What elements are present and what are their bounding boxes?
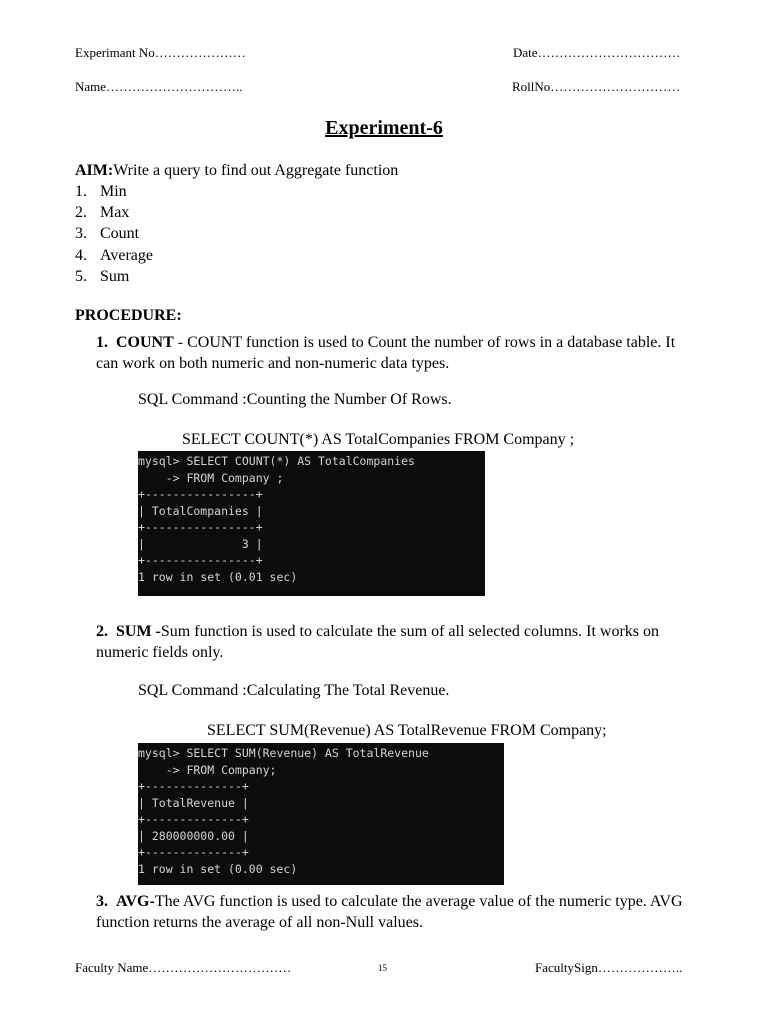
console-line: mysql> SELECT SUM(Revenue) AS TotalRevenue <box>138 746 429 760</box>
avg-number: 3. <box>96 893 108 910</box>
console-line: 1 row in set (0.01 sec) <box>138 569 298 584</box>
console-line: -> FROM Company; <box>138 762 277 777</box>
console-line: +----------------+ <box>138 487 263 501</box>
faculty-name-field: Faculty Name…………………………… <box>75 960 292 975</box>
aim-line <box>75 162 398 180</box>
count-sql-caption: SQL Command :Counting the Number Of Rows. <box>138 391 452 408</box>
list-item: 2. Max <box>75 204 130 221</box>
console-line: +--------------+ <box>138 845 249 859</box>
console-line: +----------------+ <box>138 553 263 567</box>
sum-description <box>96 621 696 663</box>
aim-text: Write a query to find out Aggregate function <box>113 162 399 179</box>
count-number: 1. <box>96 334 108 351</box>
avg-label: AVG- <box>116 893 155 910</box>
avg-description <box>96 891 696 933</box>
list-item: 5. Sum <box>75 268 130 285</box>
sum-label: SUM - <box>116 623 161 640</box>
aim-label: AIM: <box>75 162 114 179</box>
list-item: 3. Count <box>75 225 140 242</box>
count-label: COUNT <box>116 334 174 351</box>
date-field: Date…………………………… <box>513 45 681 60</box>
console-line: +--------------+ <box>138 779 249 793</box>
console-line: | TotalCompanies | <box>138 503 263 518</box>
list-item: 4. Average <box>75 247 153 264</box>
list-item: 1. Min <box>75 183 127 200</box>
roll-no-field: RollNo………………………… <box>512 79 681 94</box>
sum-console-screenshot <box>138 743 504 885</box>
faculty-sign-field: FacultySign……………….. <box>535 960 683 975</box>
name-field: Name………………………….. <box>75 79 243 94</box>
console-line: | 3 | <box>138 536 263 551</box>
console-line: -> FROM Company ; <box>138 470 284 485</box>
count-sql-query: SELECT COUNT(*) AS TotalCompanies FROM Company ; <box>182 431 575 448</box>
procedure-heading: PROCEDURE: <box>75 307 182 324</box>
sum-number: 2. <box>96 623 108 640</box>
console-line: 1 row in set (0.00 sec) <box>138 861 298 876</box>
console-line: +----------------+ <box>138 520 263 534</box>
console-line: | 280000000.00 | <box>138 828 249 843</box>
count-text: - COUNT function is used to Count the number of rows in a database table. It can work on both numeric and non-numeric data types. <box>96 334 676 372</box>
console-line: mysql> SELECT COUNT(*) AS TotalCompanies <box>138 454 415 468</box>
count-description <box>96 332 696 374</box>
avg-text: The AVG function is used to calculate the average value of the numeric type. AVG function returns the average of all non-Null values. <box>96 893 683 931</box>
console-line: +--------------+ <box>138 812 249 826</box>
count-console-screenshot <box>138 451 485 596</box>
console-line: | TotalRevenue | <box>138 795 249 810</box>
sum-sql-query: SELECT SUM(Revenue) AS TotalRevenue FROM Company; <box>207 722 607 739</box>
sum-sql-caption: SQL Command :Calculating The Total Revenue. <box>138 682 450 699</box>
page-title: Experiment-6 <box>325 117 443 139</box>
sum-text: Sum function is used to calculate the sum of all selected columns. It works on numeric fields only. <box>96 623 660 661</box>
page-number: 15 <box>378 963 387 973</box>
experiment-no-field: Experimant No………………… <box>75 45 246 60</box>
